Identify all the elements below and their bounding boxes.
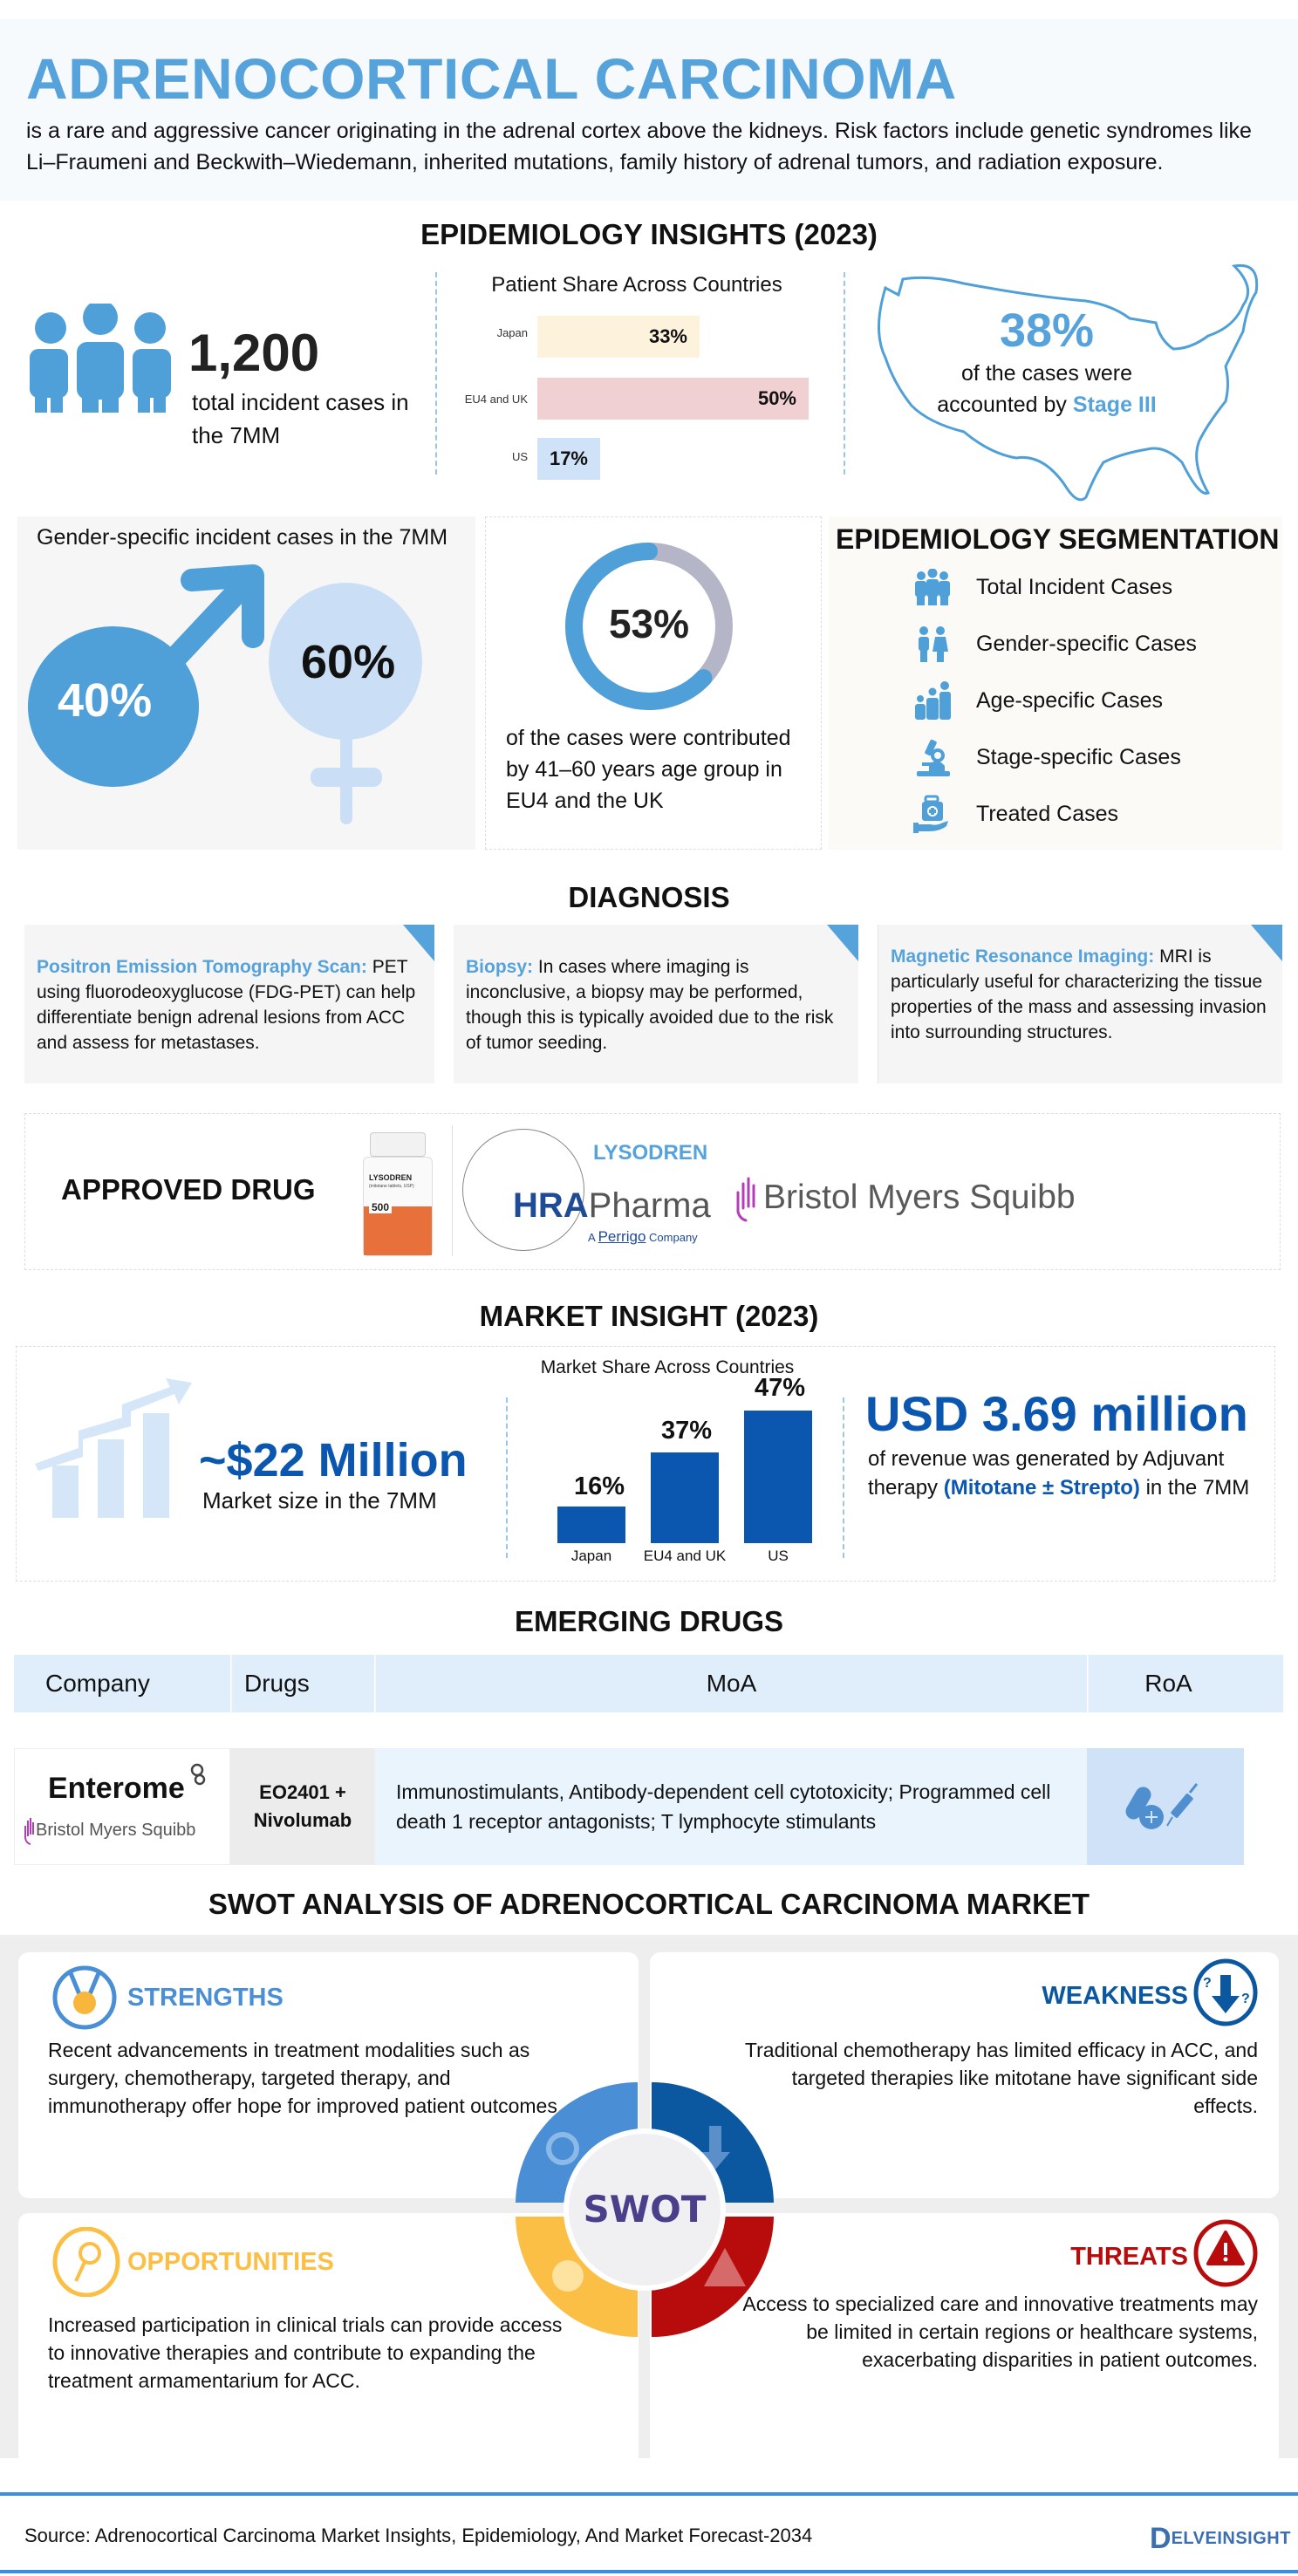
bar-label-us: US: [511, 450, 528, 463]
patient-share-title: Patient Share Across Countries: [491, 273, 782, 297]
table-row-drug: [230, 1748, 375, 1865]
bms-logo: [735, 1173, 1084, 1226]
hra-pharma-logo: [459, 1127, 717, 1260]
divider: [452, 1125, 453, 1256]
diagnosis-text: PET using fluorodeoxyglucose (FDG-PET) can help differentiate benign adrenal lesions from ACC and assess for metastases.: [37, 957, 416, 1053]
diagnosis-key: Magnetic Resonance Imaging:: [891, 946, 1155, 967]
segmentation-title: EPIDEMIOLOGY SEGMENTATION: [836, 523, 1280, 555]
segment-label: Total Incident Cases: [976, 574, 1173, 599]
logo-d: D: [1150, 2522, 1172, 2555]
table-row-moa: Immunostimulants, Antibody-dependent cell cytotoxicity; Programmed cell death 1 receptor antagonists; T lymphocyte stimulants: [375, 1748, 1087, 1865]
approved-drug-label: APPROVED DRUG: [61, 1173, 316, 1206]
hra-bold: HRA: [513, 1186, 589, 1225]
medical-kit-hand-icon: [912, 795, 953, 833]
swot-title: SWOT ANALYSIS OF ADRENOCORTICAL CARCINOMA MARKET: [208, 1888, 1090, 1920]
swot-center-label: SWOT: [583, 2188, 707, 2231]
bar-japan: [557, 1507, 625, 1543]
segment-treated: [912, 792, 1118, 836]
group-icon: [912, 568, 953, 606]
gender-title: Gender-specific incident cases in the 7MM: [37, 525, 448, 550]
divider: [843, 1397, 844, 1558]
threats-title: THREATS: [1070, 2243, 1188, 2271]
bms-hand-icon: [735, 1177, 758, 1222]
revenue-value: USD 3.69 million: [865, 1386, 1248, 1441]
corner-accent: [1251, 925, 1282, 961]
hra-rest: Pharma: [588, 1186, 711, 1225]
diagnosis-key: Biopsy:: [466, 957, 534, 977]
bottle-sub: (mitotane tablets, USP): [369, 1184, 414, 1189]
bar-eu4-uk: [651, 1452, 719, 1543]
bar-label-eu4-uk: EU4 and UK: [464, 393, 528, 406]
bottle-brand: LYSODREN: [369, 1173, 413, 1182]
tagline-b: Company: [649, 1231, 698, 1244]
segment-label: Treated Cases: [976, 801, 1119, 826]
enterome-logo-icon: [189, 1763, 207, 1789]
warning-icon: [1192, 2218, 1259, 2288]
svg-text:?: ?: [1241, 1992, 1250, 2006]
diagnosis-title: DIAGNOSIS: [568, 881, 730, 913]
segment-label: Stage-specific Cases: [976, 744, 1181, 769]
microscope-icon: [912, 738, 953, 776]
stage-text-line2: [864, 389, 1230, 420]
delveinsight-logo: [1150, 2522, 1291, 2556]
logo-text: ELVEINSIGHT: [1171, 2529, 1291, 2548]
diagnosis-text: In cases where imaging is inconclusive, a biopsy may be performed, though this is typically avoided due to the risk of tumor seeding.: [466, 957, 834, 1053]
market-size-label: Market size in the 7MM: [202, 1487, 437, 1513]
table-header-roa: RoA: [1088, 1655, 1283, 1712]
magnifier-icon: [51, 2227, 121, 2297]
company-bms: Bristol Myers Squibb: [36, 1821, 196, 1840]
tagline-a: A: [588, 1231, 595, 1244]
lysodren-bottle-image: [347, 1127, 452, 1260]
revenue-highlight: (Mitotane ± Strepto): [943, 1476, 1140, 1500]
bms-hand-icon: [24, 1817, 34, 1845]
diagnosis-text: MRI is particularly useful for characterizing the tissue properties of the mass and assessing invasion into surrounding structures.: [891, 946, 1267, 1042]
female-percentage: 60%: [301, 636, 396, 688]
stage-text: [864, 358, 1230, 420]
strengths-text: Recent advancements in treatment modalities such as surgery, chemotherapy, targeted therapy, and immunotherapy offer hope for improved patient outcomes.: [48, 2039, 564, 2117]
bar-japan: 33%: [537, 316, 700, 358]
footer-source: Source: Adrenocortical Carcinoma Market Insights, Epidemiology, And Market Forecast-2034: [24, 2525, 813, 2546]
total-cases-value: 1,200: [188, 324, 320, 382]
drug-line1: EO2401 +: [259, 1781, 346, 1803]
bottle-dose: 500: [369, 1201, 392, 1213]
revenue-text-2: in the 7MM: [1145, 1476, 1250, 1500]
oral-injectable-icon: [1122, 1780, 1209, 1833]
market-share-title: Market Share Across Countries: [540, 1357, 795, 1377]
stage-highlight: Stage III: [1072, 393, 1157, 417]
svg-text:?: ?: [1203, 1976, 1212, 1991]
emerging-title: EMERGING DRUGS: [514, 1605, 784, 1637]
bms-text: Bristol Myers Squibb: [763, 1179, 1076, 1216]
strengths-title: STRENGTHS: [127, 1984, 284, 2012]
segment-age: [912, 679, 1163, 722]
segment-label: Age-specific Cases: [976, 687, 1163, 713]
revenue-text-1: of revenue was generated by Adjuvant therapy: [868, 1447, 1225, 1500]
header-banner: [0, 19, 1298, 201]
drug-name: LYSODREN: [593, 1141, 708, 1165]
bar-eu4-uk: 50%: [537, 378, 809, 420]
weakness-text: Traditional chemotherapy has limited efficacy in ACC, and targeted therapies like mitotane have significant side effects.: [744, 2039, 1258, 2117]
medal-icon: [51, 1964, 118, 2031]
total-cases-label: total incident cases in the 7MM: [192, 389, 409, 448]
market-size-value: ~$22 Million: [199, 1434, 468, 1486]
divider: [506, 1397, 508, 1558]
bar-label-japan: Japan: [496, 326, 528, 339]
divider: [435, 272, 437, 475]
divider: [844, 272, 845, 475]
bar-category-us: US: [768, 1548, 789, 1564]
market-title: MARKET INSIGHT (2023): [479, 1300, 819, 1332]
drug-line2: Nivolumab: [253, 1809, 352, 1831]
threats-text: Access to specialized care and innovative treatments may be limited in certain regions or healthcare systems, exacerbating disparities in patient outcomes.: [742, 2292, 1258, 2371]
revenue-text: [868, 1445, 1278, 1502]
diagnosis-card-biopsy: [454, 925, 858, 1083]
segment-stage: [912, 735, 1181, 779]
bar-category-eu4-uk: EU4 and UK: [643, 1548, 727, 1564]
bar-us: [744, 1411, 812, 1543]
stage-text-line1: of the cases were: [961, 361, 1132, 386]
table-header-company: Company: [14, 1655, 230, 1712]
table-header-drugs: Drugs: [231, 1655, 374, 1712]
down-arrow-question-icon: [1192, 1958, 1259, 2027]
opportunities-title: OPPORTUNITIES: [127, 2248, 334, 2276]
stage-text-prefix: accounted by: [937, 393, 1067, 417]
age-text: of the cases were contributed by 41–60 years age group in EU4 and the UK: [506, 726, 791, 813]
table-row-roa: [1087, 1748, 1244, 1865]
company-enterome: Enterome: [48, 1772, 185, 1805]
opportunities-text: Increased participation in clinical trials can provide access to innovative therapies and contribute to expanding the treatment armamentarium for ACC.: [48, 2313, 563, 2392]
age-percentage: 53%: [608, 601, 690, 646]
bar-value-us: 47%: [754, 1374, 806, 1402]
segment-label: Gender-specific Cases: [976, 631, 1197, 656]
footer-top-line: [0, 2492, 1298, 2496]
epidemiology-title: EPIDEMIOLOGY INSIGHTS (2023): [420, 218, 878, 250]
tagline-brand: Perrigo: [598, 1228, 646, 1245]
corner-accent: [403, 925, 434, 961]
male-female-icon: [912, 625, 953, 663]
growth-chart-icon: [35, 1378, 209, 1535]
male-percentage: 40%: [58, 674, 153, 727]
segment-gender: [912, 622, 1197, 666]
diagnosis-key: Positron Emission Tomography Scan:: [37, 957, 367, 977]
segment-total-incident: [912, 565, 1172, 609]
group-icon: [26, 304, 174, 413]
footer-bottom-line: [0, 2570, 1298, 2573]
bar-us: 17%: [537, 438, 600, 480]
weakness-title: WEAKNESS: [1042, 1982, 1188, 2010]
diagnosis-card-pet: [24, 925, 434, 1083]
stage-percentage: 38%: [999, 304, 1095, 357]
table-header-moa: MoA: [375, 1655, 1087, 1712]
bar-category-japan: Japan: [570, 1548, 612, 1564]
page-description: is a rare and aggressive cancer originating in the adrenal cortex above the kidneys. Risk factors include genetic syndromes like Li–Fraumeni and Beckwith–Wiedemann, inherited mutations, family history of adrenal tumors, and radiation exposure.: [26, 119, 1252, 174]
corner-accent: [827, 925, 858, 961]
bar-value-eu4-uk: 37%: [660, 1417, 713, 1445]
page-title: ADRENOCORTICAL CARCINOMA: [26, 46, 957, 111]
table-row-company: [14, 1748, 230, 1865]
swot-wheel: [509, 2074, 781, 2344]
bar-value-japan: 16%: [573, 1472, 625, 1500]
age-family-icon: [912, 681, 953, 720]
diagnosis-card-mri: [878, 925, 1282, 1083]
